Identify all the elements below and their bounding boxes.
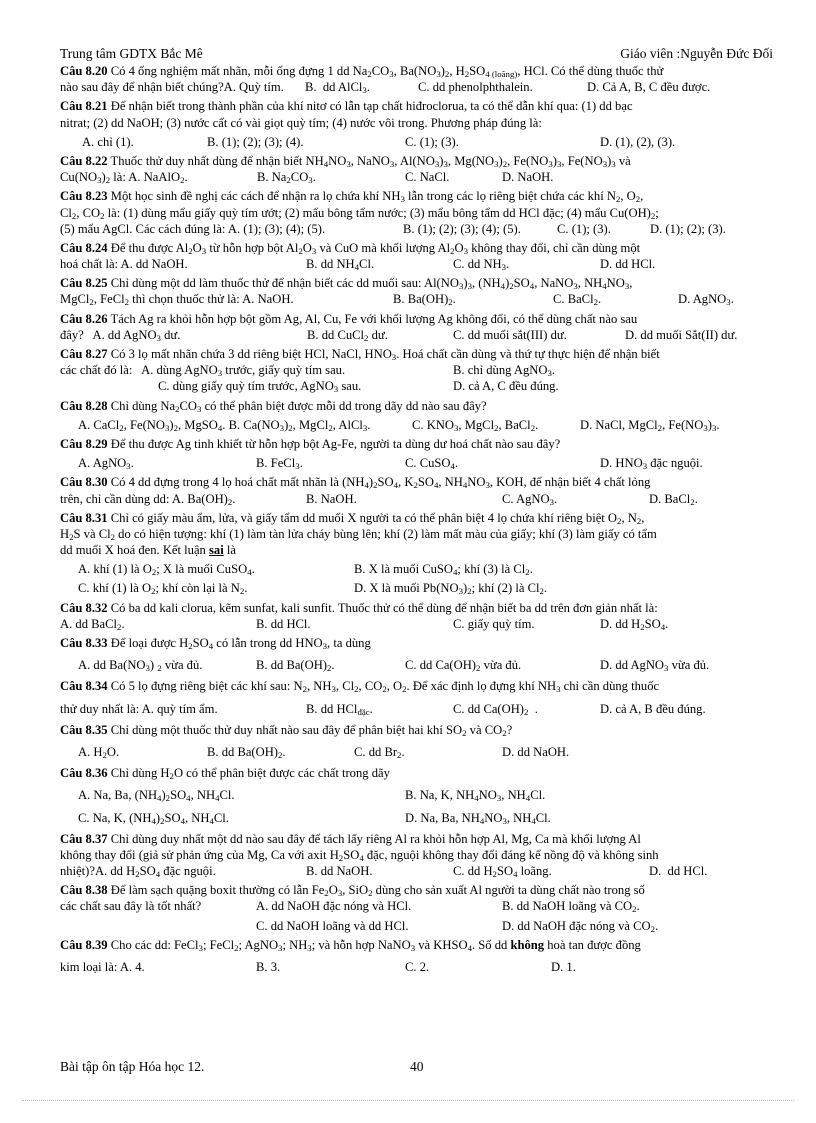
- question-8-26: Câu 8.26 Tách Ag ra khỏi hỗn hợp bột gồm Ag, Al, Cu, Fe với khối lượng Ag không đổi, có thể dùng chất nào sau đây? A. dd AgNO$_3$ dư. B. dd CuCl$_2$ dư. C. dd muối sắt(III) dư. D. dd muối Sắt(II) dư.: [60, 311, 738, 344]
- question-8-22: Câu 8.22 Thuốc thử duy nhất dùng để nhận biết $NH_4NO_3$, NaNO$_3$, $Al(NO_3)_3$, $Mg(NO_3)_2$, $Fe(NO_3)_3$, $Fe(NO_3)_3$ và $Cu(NO_3)_2$ là: A. NaAlO$_2$. B. $Na_2CO_3$. C. NaCl. D. NaOH.: [60, 153, 631, 186]
- question-number: Câu 8.32: [60, 600, 108, 615]
- question-number: Câu 8.20: [60, 64, 108, 78]
- question-8-32: Câu 8.32 Có ba dd kali clorua, kẽm sunfat, kali sunfit. Thuốc thử có thể dùng để nhận biết ba dd trên đơn giản nhất là: A. dd BaCl$_2$. B. dd HCl. C. giấy quỳ tím. D. dd $H_2SO_4$.: [60, 600, 669, 633]
- question-8-33: Câu 8.33 Để loại được $H_2SO_4$ có lẫn trong dd $HNO_3$, ta dùng A. dd $Ba(NO_3)$ $_2$ vừa đủ. B. dd $Ba(OH)_2$. C. dd $Ca(OH)_2$ vừa đủ. D. dd AgNO$_3$ vừa đủ.: [60, 636, 710, 674]
- question-8-21: Câu 8.21 Để nhận biết trong thành phần của khí nitơ có lẫn tạp chất hiđroclorua, ta có thể dẫn khí qua: (1) dd bạc nitrat; (2) dd NaOH; (3) nước cất có vài giọt quỳ tím; (4) nước vôi trong. Phương pháp đúng là: A. chỉ (1). B. (1); (2); (3); (4). C. (1); (3). D. (1), (2), (3).: [60, 99, 676, 149]
- question-8-30: Câu 8.30 Có 4 dd đựng trong 4 lọ hoá chất mất nhãn là $(NH_4)_2SO_4$, $K_2SO_4$, $NH_4NO_3$, KOH, để nhận biết 4 chất lỏng trên, chỉ cần dùng dd: A. $Ba(OH)_2$. B. NaOH. C. AgNO$_3$. D. BaCl$_2$.: [60, 475, 698, 507]
- question-8-31: Câu 8.31 Chỉ có giấy màu ẩm, lửa, và giấy tẩm dd muối X người ta có thể phân biệt 4 lọ chứa khí riêng biệt $O_2$, $N_2$, $H_2S$ và $Cl_2$ do có hiện tượng: khí (1) làm tàn lửa cháy bùng lên; khí (2) làm mất màu của giấy; khí (3) làm giấy có tẩm dd muối X hoá đen. Kết luận sai là A. khí (1) là $O_2$; X là muối CuSO$_4$. B. X là muối CuSO$_4$; khí (3) là $Cl_2$. C. khí (1) là $O_2$; khí còn lại là $N_2$. D. X là muối $Pb(NO_3)_2$; khí (2) là $Cl_2$.: [60, 510, 657, 597]
- page-separator: [22, 1100, 794, 1101]
- question-number: Câu 8.36: [60, 766, 108, 781]
- question-8-39: Câu 8.39 Cho các dd: FeCl$_3$; FeCl$_2$; AgNO$_3$; $NH_3$; và hỗn hợp NaNO$_3$ và $KHSO_4$. Số dd không hoà tan được đồng kim loại là: A. 4. B. 3. C. 2. D. 1.: [60, 937, 641, 974]
- page-header: [60, 46, 773, 64]
- question-8-37: Câu 8.37 Chỉ dùng duy nhất một dd nào sau đây để tách lấy riêng Al ra khỏi hỗn hợp Al, Mg, Ca mà khối lượng Al không thay đổi (giả sử phản ứng của Mg, Ca với axit $H_2SO_4$ đặc, nguội không thay đổi đáng kể nồng độ và không sinh nhiệt)?A. dd $H_2SO_4$ đặc nguội. B. dd NaOH. C. dd $H_2SO_4$ loãng. D. dd HCl.: [60, 831, 708, 880]
- question-number: Câu 8.29: [60, 436, 108, 451]
- question-number: Câu 8.28: [60, 398, 108, 413]
- question-8-35: Câu 8.35 Chỉ dùng một thuốc thử duy nhất nào sau đây để phân biệt hai khí $SO_2$ và $CO_2$? A. $H_2O$. B. dd $Ba(OH)_2$. C. dd $Br_2$. D. dd NaOH.: [60, 722, 570, 761]
- question-list: [60, 63, 774, 975]
- question-8-20: Câu 8.20 Có 4 ống nghiệm mất nhãn, mỗi ống đựng 1 dd $Na_2CO_3$, $Ba(NO_3)_2$, $H_2SO_{4 (loãng)}$, HCl. Có thể dùng thuốc thử nào sau đây để nhận biết chúng?A. Quỳ tím. B. dd AlCl$_3$. C. dd phenolphthalein. D. Cả A, B, C đều được.: [60, 64, 711, 96]
- header-school: Trung tâm GDTX Bắc Mê: [60, 46, 203, 61]
- question-number: Câu 8.22: [60, 153, 108, 168]
- question-number: Câu 8.38: [60, 883, 108, 898]
- question-number: Câu 8.35: [60, 722, 108, 737]
- header-teacher: Giáo viên :Nguyễn Đức Đối: [620, 46, 773, 61]
- question-8-29: Câu 8.29 Để thu được Ag tinh khiết từ hỗn hợp bột Ag-Fe, người ta dùng dư hoá chất nào sau đây? A. AgNO$_3$. B. FeCl$_3$. C. CuSO$_4$. D. $HNO_3$ đặc nguội.: [60, 436, 703, 472]
- page-footer: [60, 1059, 424, 1075]
- page-number: 40: [410, 1059, 424, 1074]
- question-number: Câu 8.39: [60, 937, 108, 952]
- question-number: Câu 8.21: [60, 99, 108, 114]
- question-number: Câu 8.23: [60, 189, 108, 204]
- question-number: Câu 8.25: [60, 276, 108, 291]
- question-number: Câu 8.33: [60, 636, 108, 650]
- question-8-28: Câu 8.28 Chỉ dùng $Na_2CO_3$ có thể phân biệt được mỗi dd trong dãy dd nào sau đây? A. CaCl$_2$, $Fe(NO_3)_2$, MgSO$_4$. B. $Ca(NO_3)_2$, MgCl$_2$, AlCl$_3$. C. $KNO_3$, MgCl$_2$, BaCl$_2$. D. NaCl, MgCl$_2$, $Fe(NO_3)_3$.: [60, 398, 720, 433]
- footer-title: Bài tập ôn tập Hóa học 12.: [60, 1059, 205, 1074]
- question-number: Câu 8.31: [60, 510, 108, 525]
- question-8-34: Câu 8.34 Có 5 lọ đựng riêng biệt các khí sau: $N_2$, $NH_3$, $Cl_2$, $CO_2$, $O_2$. Để xác định lọ đựng khí $NH_3$ chỉ cần dùng thuốc thử duy nhất là: A. quỳ tím ẩm. B. dd HCl$_{đặc}$. C. dd $Ca(OH)_2$ . D. cả A, B đều đúng.: [60, 679, 706, 717]
- question-number: Câu 8.30: [60, 475, 108, 490]
- question-8-27: Câu 8.27 Có 3 lọ mất nhãn chứa 3 dd riêng biệt HCl, NaCl, $HNO_3$. Hoá chất cần dùng và thứ tự thực hiện để nhận biết các chất đó là: A. dùng AgNO$_3$ trước, giấy quỳ tím sau. B. chỉ dùng AgNO$_3$. C. dùng giấy quỳ tím trước, AgNO$_3$ sau. D. cả A, C đều đúng.: [60, 347, 660, 395]
- question-8-36: Câu 8.36 Chỉ dùng $H_2O$ có thể phân biệt được các chất trong dãy A. Na, Ba, $(NH_4)_2SO_4$, $NH_4Cl$. B. Na, K, $NH_4NO_3$, $NH_4Cl$. C. Na, K, $(NH_4)_2SO_4$, $NH_4Cl$. D. Na, Ba, $NH_4NO_3$, $NH_4Cl$.: [60, 766, 551, 826]
- question-8-25: Câu 8.25 Chỉ dùng một dd làm thuốc thử để nhận biết các dd muối sau: $Al(NO_3)_3$, $(NH_4)_2SO_4$, NaNO$_3$, $NH_4NO_3$, MgCl$_2$, FeCl$_2$ thì chọn thuốc thử là: A. NaOH. B. $Ba(OH)_2$. C. BaCl$_2$. D. AgNO$_3$.: [60, 276, 734, 308]
- question-8-24: Câu 8.24 Để thu được $Al_2O_3$ từ hỗn hợp bột $Al_2O_3$ và CuO mà khối lượng $Al_2O_3$ không thay đổi, chỉ cần dùng một hoá chất là: A. dd NaOH. B. dd $NH_4Cl$. C. dd $NH_3$. D. dd HCl.: [60, 240, 656, 273]
- question-8-38: Câu 8.38 Để làm sạch quặng boxit thường có lẫn $Fe_2O_3$, SiO$_2$ dùng cho sản xuất Al người ta dùng chất nào trong số các chất sau đây là tốt nhất? A. dd NaOH đặc nóng và HCl. B. dd NaOH loãng và $CO_2$. C. dd NaOH loãng và dd HCl. D. dd NaOH đặc nóng và $CO_2$.: [60, 883, 659, 934]
- question-number: Câu 8.27: [60, 347, 108, 361]
- question-8-23: Câu 8.23 Một học sinh đề nghị các cách để nhận ra lọ chứa khí $NH_3$ lẫn trong các lọ riêng biệt chứa các khí $N_2$, $O_2$, $Cl_2$, $CO_2$ là: (1) dùng mẩu giấy quỳ tím ướt; (2) mẩu bông tẩm nước; (3) mẩu bông tẩm dd HCl đặc; (4) mẩu $Cu(OH)_2$; (5) mẩu AgCl. Các cách đúng là: A. (1); (3); (4); (5). B. (1); (2); (3); (4); (5). C. (1); (3). D. (1); (2); (3).: [60, 189, 726, 236]
- question-number: Câu 8.37: [60, 831, 108, 846]
- question-number: Câu 8.26: [60, 311, 108, 326]
- question-number: Câu 8.34: [60, 679, 108, 694]
- question-number: Câu 8.24: [60, 240, 108, 255]
